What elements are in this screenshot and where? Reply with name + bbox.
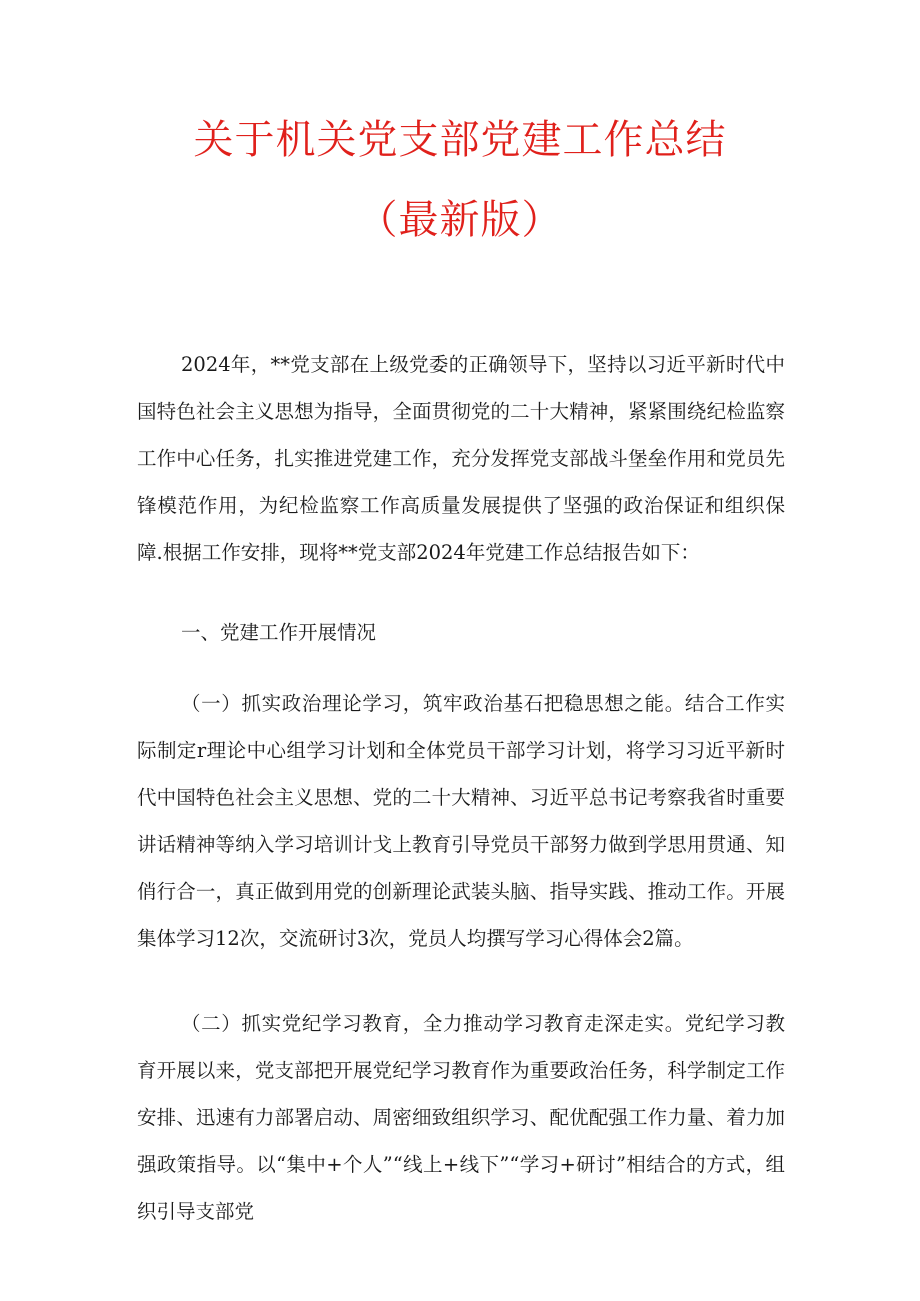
section-heading: 一、党建工作开展情况 (181, 621, 377, 644)
intro-paragraph: 2024年，**党支部在上级党委的正确领导下，坚持以习近平新时代中国特色社会主义思想为指导，全面贯彻党的二十大精神，紧紧围绕纪检监察工作中心任务，扎实推进党建工作，充分发挥党支部战斗堡垒作用和党员先锋模范作用，为纪检监察工作高质量发展提供了坚强的政治保证和组织保障.根据工作安排，现将**党支部2024年党建工作总结报告如下： (137, 353, 785, 564)
document-subtitle: （最新版） (357, 197, 563, 243)
document-title: 关于机关党支部党建工作总结 (193, 117, 727, 163)
subsection-paragraph-1: （一）抓实政治理论学习，筑牢政治基石把稳思想之能。结合工作实际制定r理论中心组学习计划和全体党员干部学习计划，将学习习近平新时代中国特色社会主义思想、党的二十大精神、习近平总书记考察我省时重要讲话精神等纳入学习培训计戈上教育引导党员干部努力做到学思用贯通、知俏行合一，真正做到用党的创新理论武装头脑、指导实践、推动工作。开展集体学习12次，交流研讨3次，党员人均撰写学习心得体会2篇。 (137, 692, 785, 950)
subsection-paragraph-2: （二）抓实党纪学习教育，全力推动学习教育走深走实。党纪学习教育开展以来，党支部把开展党纪学习教育作为重要政治任务，科学制定工作安排、迅速有力部署启动、周密细致组织学习、配优配强工作力量、着力加强政策指导。以“集中+个人”“线上+线下”“学习+研讨”相结合的方式，组织引导支部党 (137, 1012, 785, 1223)
